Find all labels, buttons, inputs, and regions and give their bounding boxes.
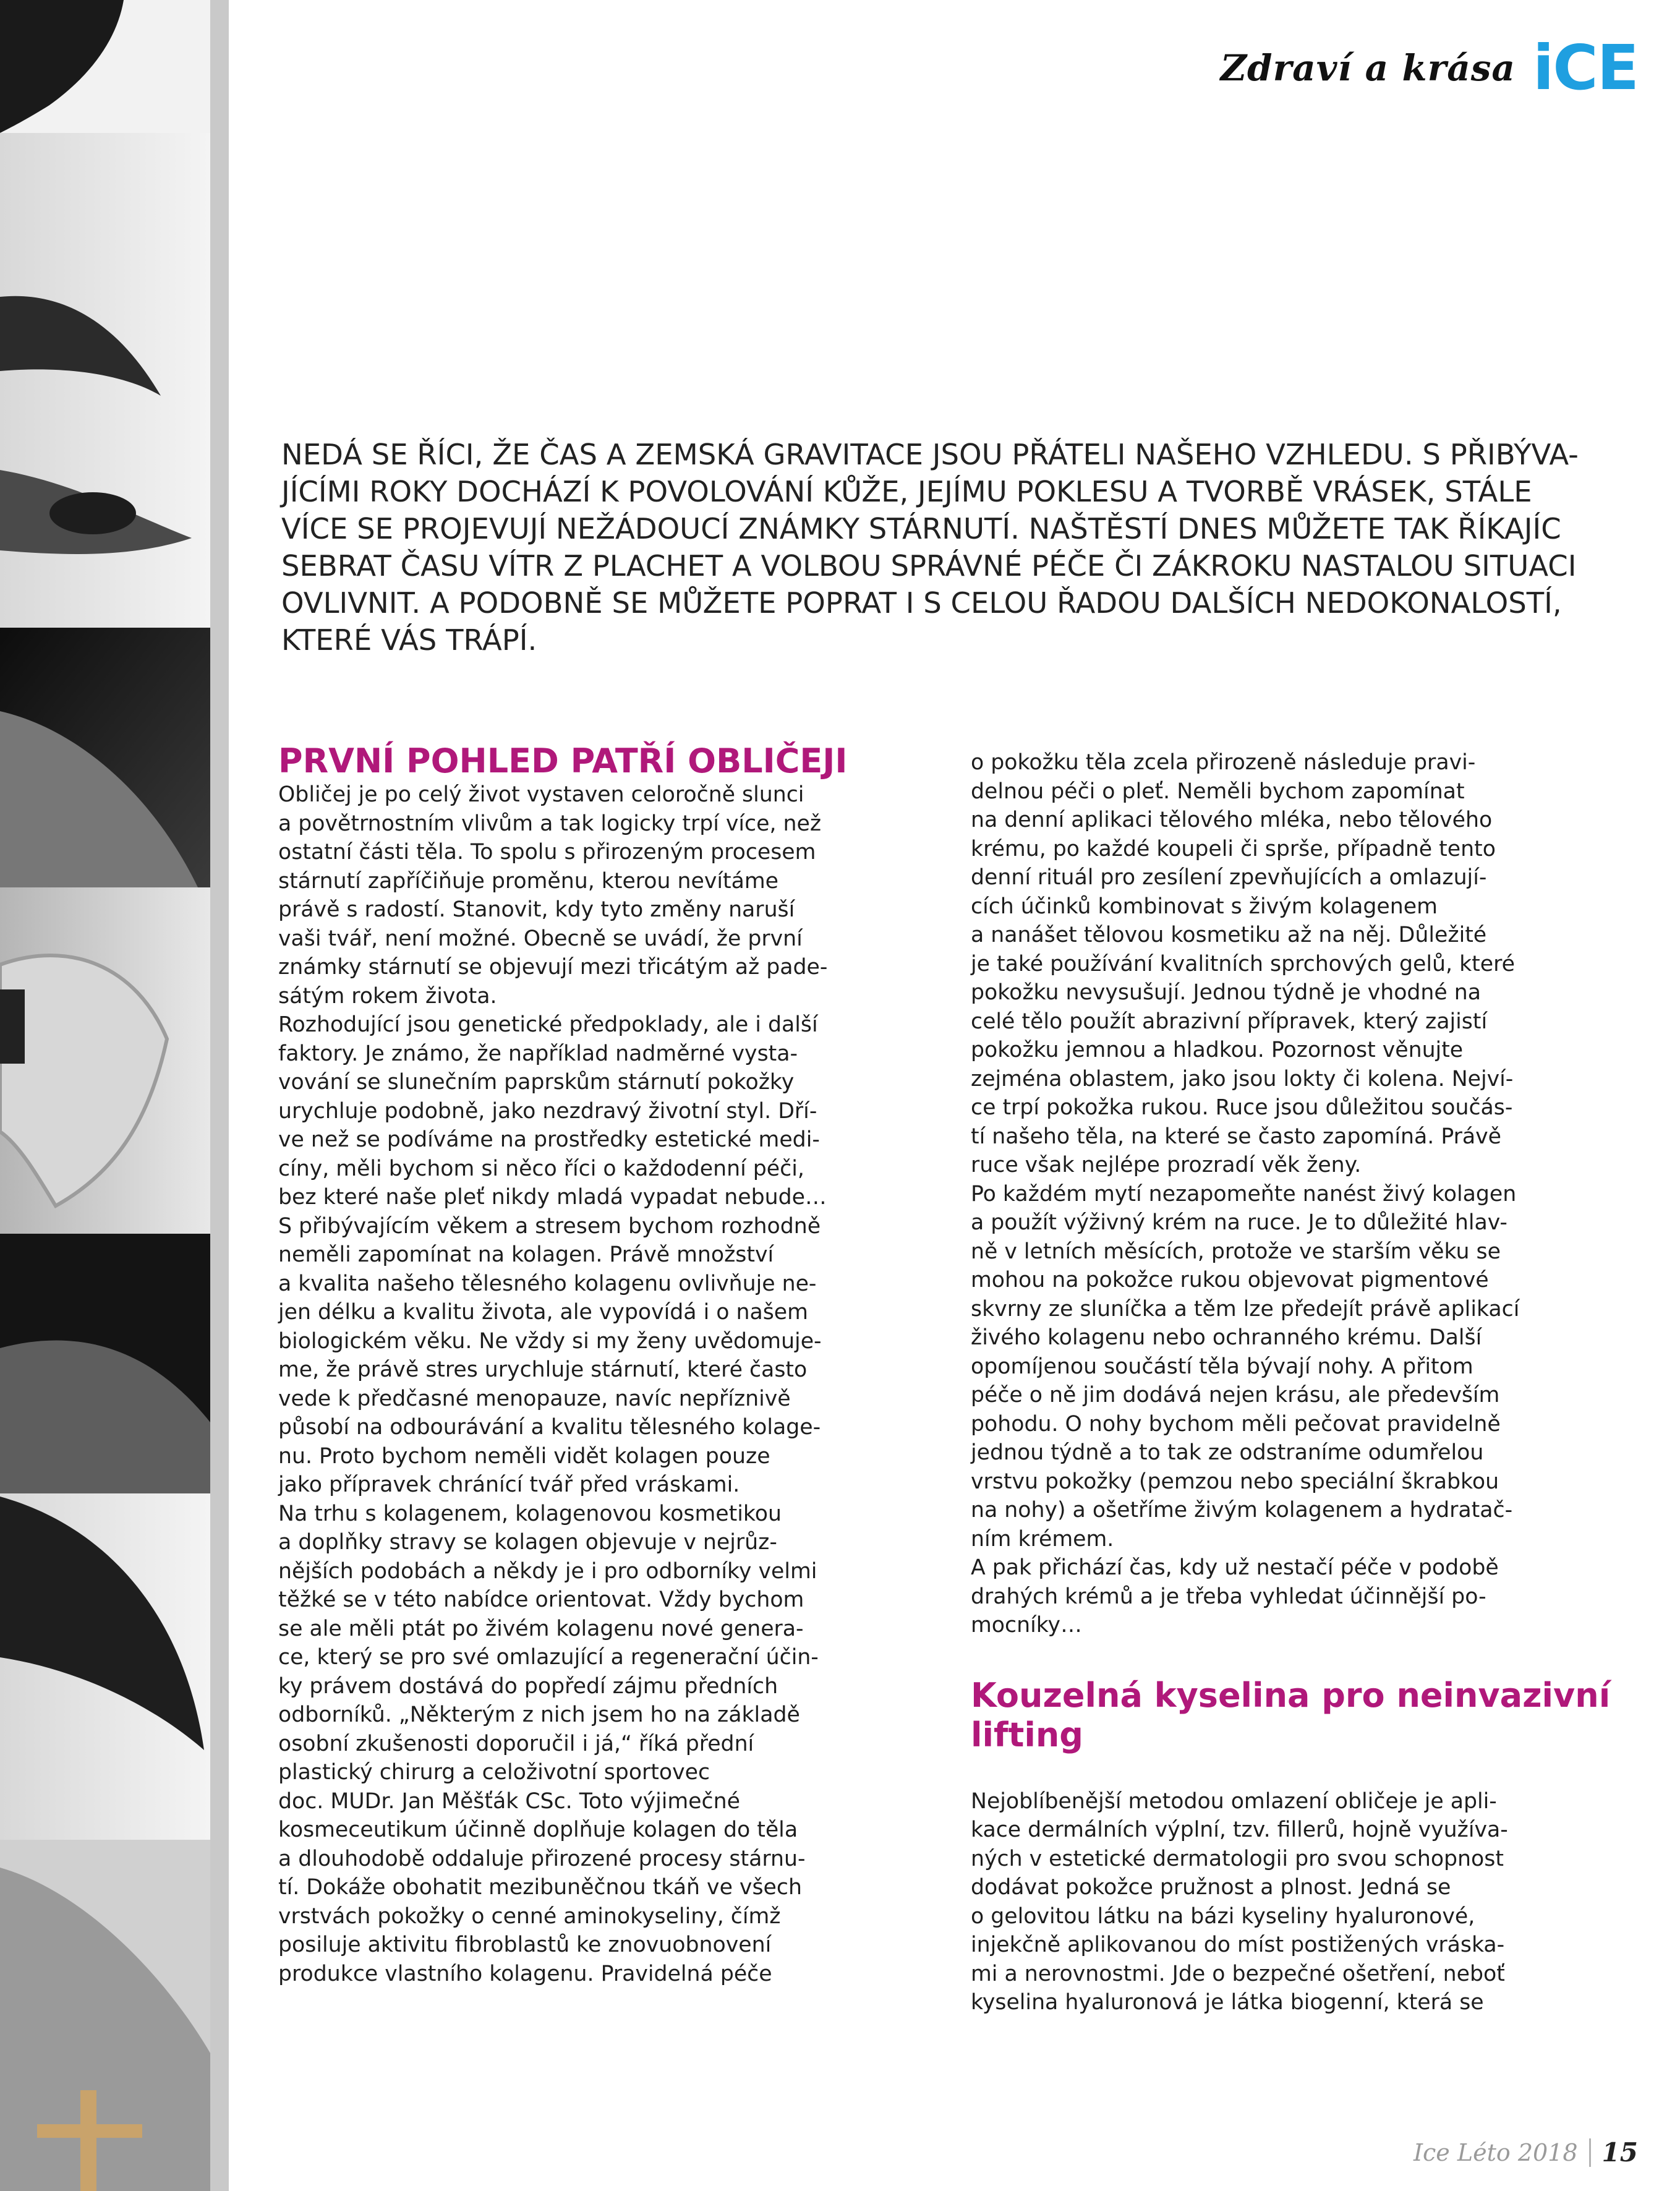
body-line: Na trhu s kolagenem, kolagenovou kosmetikou <box>278 1501 782 1526</box>
body-line: biologickém věku. Ne vždy si my ženy uvědomuje- <box>278 1328 822 1354</box>
body-line: mocníky… <box>971 1613 1082 1638</box>
page-header <box>1221 31 1638 105</box>
lead-paragraph <box>281 436 1629 659</box>
body-line: vrstvách pokožky o cenné aminokyseliny, čímž <box>278 1903 781 1929</box>
body-line: vrstvu pokožky (pemzou nebo speciální škrabkou <box>971 1469 1499 1494</box>
body-line: známky stárnutí se objevují mezi třicátým až pade- <box>278 955 828 980</box>
body-line: A pak přichází čas, kdy už nestačí péče v podobě <box>971 1555 1499 1580</box>
body-line: o gelovitou látku na bázi kyseliny hyaluronové, <box>971 1903 1475 1929</box>
body-line: a nanášet tělovou kosmetiku až na něj. Důležité <box>971 923 1487 947</box>
subheading-line: lifting <box>971 1715 1083 1754</box>
subheading-line: Kouzelná kyselina pro neinvazivní <box>971 1675 1611 1715</box>
body-line: tí. Dokáže obohatit mezibuněčnou tkáň ve všech <box>278 1875 802 1900</box>
body-line: cích účinků kombinovat s živým kolagenem <box>971 894 1438 919</box>
body-line: mohou na pokožce rukou objevovat pigmentové <box>971 1268 1489 1292</box>
body-line: a dlouhodobě oddaluje přirozené procesy stárnu- <box>278 1846 806 1871</box>
body-line: a doplňky stravy se kolagen objevuje v nejrůz- <box>278 1530 777 1555</box>
lead-line: JÍCÍMI ROKY DOCHÁZÍ K POVOLOVÁNÍ KŮŽE, JEJÍMU POKLESU A TVORBĚ VRÁSEK, STÁLE <box>281 475 1532 508</box>
page-number: 15 <box>1601 2137 1638 2168</box>
body-line: pokožku nevysušují. Jednou týdně je vhodné na <box>971 980 1482 1005</box>
left-column-body <box>278 780 940 1988</box>
body-line: působí na odbourávání a kvalitu tělesného kolage- <box>278 1415 821 1440</box>
subheading-block <box>971 1676 1637 1755</box>
body-line: bez které naše pleť nikdy mladá vypadat nebude… <box>278 1185 827 1210</box>
body-line: jako přípravek chránící tvář před vráskami. <box>278 1472 740 1497</box>
body-line: vaši tvář, není možné. Obecně se uvádí, že první <box>278 926 803 951</box>
body-line: ných v estetické dermatologii pro svou schopnost <box>971 1846 1504 1871</box>
right-column <box>971 748 1637 2017</box>
body-line: a kvalita našeho tělesného kolagenu ovlivňuje ne- <box>278 1271 817 1296</box>
lead-line: VÍCE SE PROJEVUJÍ NEŽÁDOUCÍ ZNÁMKY STÁRNUTÍ. NAŠTĚSTÍ DNES MŮŽETE TAK ŘÍKAJÍC <box>281 512 1561 545</box>
body-line: doc. MUDr. Jan Měšťák CSc. Toto výjimečné <box>278 1788 740 1814</box>
body-line: jen délku a kvalitu života, ale vypovídá i o našem <box>278 1300 808 1325</box>
body-line: ce, který se pro své omlazující a regenerační účin- <box>278 1645 819 1670</box>
body-line: odborníků. „Některým z nich jsem ho na základě <box>278 1702 800 1727</box>
portrait-collage <box>0 0 229 2191</box>
body-line: ním krémem. <box>971 1526 1114 1552</box>
page-footer <box>1414 2137 1638 2168</box>
body-line: ve než se podíváme na prostředky estetické medi- <box>278 1127 820 1152</box>
body-line: krému, po každé koupeli či sprše, případně tento <box>971 836 1496 861</box>
body-line: neměli zapomínat na kolagen. Právě množství <box>278 1242 774 1267</box>
body-line: me, že právě stres urychluje stárnutí, které často <box>278 1357 808 1382</box>
body-line: na denní aplikaci tělového mléka, nebo tělového <box>971 808 1493 832</box>
body-line: drahých krémů a je třeba vyhledat účinnější po- <box>971 1584 1486 1609</box>
lead-line: KTERÉ VÁS TRÁPÍ. <box>281 623 537 657</box>
body-line: na nohy) a ošetříme živým kolagenem a hydratač- <box>971 1498 1513 1523</box>
body-line: posiluje aktivitu fibroblastů ke znovuobnovení <box>278 1933 772 1957</box>
body-line: nějších podobách a někdy je i pro odborníky velmi <box>278 1558 817 1584</box>
body-line: tí našeho těla, na které se často zapomíná. Právě <box>971 1124 1502 1149</box>
body-line: osobní zkušenosti doporučil i já,“ říká přední <box>278 1731 754 1756</box>
body-line: opomíjenou součástí těla bývají nohy. A přitom <box>971 1354 1473 1379</box>
right-column-body <box>971 748 1637 1640</box>
body-line: vede k předčasné menopauze, navíc nepříznivě <box>278 1386 791 1411</box>
body-line: péče o ně jim dodává nejen krásu, ale především <box>971 1383 1500 1407</box>
body-line: je také používání kvalitních sprchových gelů, které <box>971 951 1515 976</box>
section-heading: PRVNÍ POHLED PATŘÍ OBLIČEJI <box>278 741 848 780</box>
body-line: S přibývajícím věkem a stresem bychom rozhodně <box>278 1213 821 1239</box>
body-line: urychluje podobně, jako nezdravý životní styl. Dří- <box>278 1098 817 1124</box>
left-column <box>278 742 940 1988</box>
body-line: kace dermálních výplní, tzv. fillerů, hojně využíva- <box>971 1817 1508 1842</box>
body-line: Obličej je po celý život vystaven celoročně slunci <box>278 782 804 807</box>
body-line: celé tělo použít abrazivní přípravek, který zajistí <box>971 1009 1488 1034</box>
body-line: kosmeceutikum účinně doplňuje kolagen do těla <box>278 1817 798 1842</box>
body-line: nu. Proto bychom neměli vidět kolagen pouze <box>278 1443 770 1469</box>
body-line: denní rituál pro zesílení zpevňujících a omlazují- <box>971 865 1487 890</box>
body-line: cíny, měli bychom si něco říci o každodenní péči, <box>278 1156 804 1181</box>
body-line: o pokožku těla zcela přirozeně následuje pravi- <box>971 750 1476 775</box>
issue-label: Ice Léto 2018 <box>1414 2138 1578 2166</box>
body-line: sátým rokem života. <box>278 983 497 1009</box>
body-line: se ale měli ptát po živém kolagenu nové genera- <box>278 1616 804 1641</box>
body-line: ně v letních měsících, protože ve starším věku se <box>971 1239 1501 1264</box>
body-line: jednou týdně a to tak ze odstraníme odumřelou <box>971 1440 1484 1465</box>
body-line: pohodu. O nohy bychom měli pečovat pravidelně <box>971 1411 1501 1437</box>
body-line: a použít výživný krém na ruce. Je to důležité hlav- <box>971 1210 1507 1235</box>
body-line: delnou péči o pleť. Neměli bychom zapomínat <box>971 779 1465 804</box>
body-line: skvrny ze sluníčka a těm lze předejít právě aplikací <box>971 1296 1520 1322</box>
body-line: dodávat pokožce pružnost a plnost. Jedná se <box>971 1875 1451 1900</box>
body-line: ostatní části těla. To spolu s přirozeným procesem <box>278 840 816 865</box>
body-line: kyselina hyaluronová je látka biogenní, která se <box>971 1990 1484 2015</box>
body-line: vování se slunečním paprskům stárnutí pokožky <box>278 1070 795 1095</box>
body-line: zejména oblastem, jako jsou lokty či kolena. Nejví- <box>971 1066 1514 1091</box>
body-line: faktory. Je známo, že například nadměrné vysta- <box>278 1041 798 1066</box>
body-line: stárnutí zapříčiňuje proměnu, kterou nevítáme <box>278 868 779 894</box>
brand-logo: iCE <box>1533 32 1638 104</box>
body-line: plastický chirurg a celoživotní sportovec <box>278 1760 710 1785</box>
body-line: Rozhodující jsou genetické předpoklady, ale i další <box>278 1012 818 1037</box>
lead-line: NEDÁ SE ŘÍCI, ŽE ČAS A ZEMSKÁ GRAVITACE JSOU PŘÁTELI NAŠEHO VZHLEDU. S PŘIBÝVA- <box>281 438 1579 471</box>
section-title: Zdraví a krása <box>1220 47 1516 89</box>
lead-line: SEBRAT ČASU VÍTR Z PLACHET A VOLBOU SPRÁVNÉ PÉČE ČI ZÁKROKU NASTALOU SITUACI <box>281 549 1577 583</box>
body-line: mi a nerovnostmi. Jde o bezpečné ošetření, neboť <box>971 1961 1505 1986</box>
footer-divider <box>1589 2138 1591 2167</box>
lead-line: OVLIVNIT. A PODOBNĚ SE MŮŽETE POPRAT I S CELOU ŘADOU DALŠÍCH NEDOKONALOSTÍ, <box>281 586 1562 620</box>
right-column-body-2 <box>971 1787 1637 2017</box>
body-line: a povětrnostním vlivům a tak logicky trpí více, než <box>278 811 822 836</box>
body-line: těžké se v této nabídce orientovat. Vždy bychom <box>278 1587 804 1612</box>
body-line: ky právem dostává do popředí zájmu předních <box>278 1673 778 1699</box>
body-line: pokožku jemnou a hladkou. Pozornost věnujte <box>971 1038 1464 1062</box>
body-line: živého kolagenu nebo ochranného krému. Další <box>971 1325 1482 1350</box>
body-line: ce trpí pokožka rukou. Ruce jsou důležitou součás- <box>971 1095 1513 1120</box>
body-line: Po každém mytí nezapomeňte nanést živý kolagen <box>971 1181 1517 1207</box>
body-line: právě s radostí. Stanovit, kdy tyto změny naruší <box>278 897 795 922</box>
portrait-photo-strip <box>0 0 229 2191</box>
body-line: Nejoblíbenější metodou omlazení obličeje je apli- <box>971 1788 1497 1814</box>
body-line: produkce vlastního kolagenu. Pravidelná péče <box>278 1961 772 1986</box>
body-line: injekčně aplikovanou do míst postižených vráska- <box>971 1933 1505 1957</box>
body-line: ruce však nejlépe prozradí věk ženy. <box>971 1153 1362 1177</box>
